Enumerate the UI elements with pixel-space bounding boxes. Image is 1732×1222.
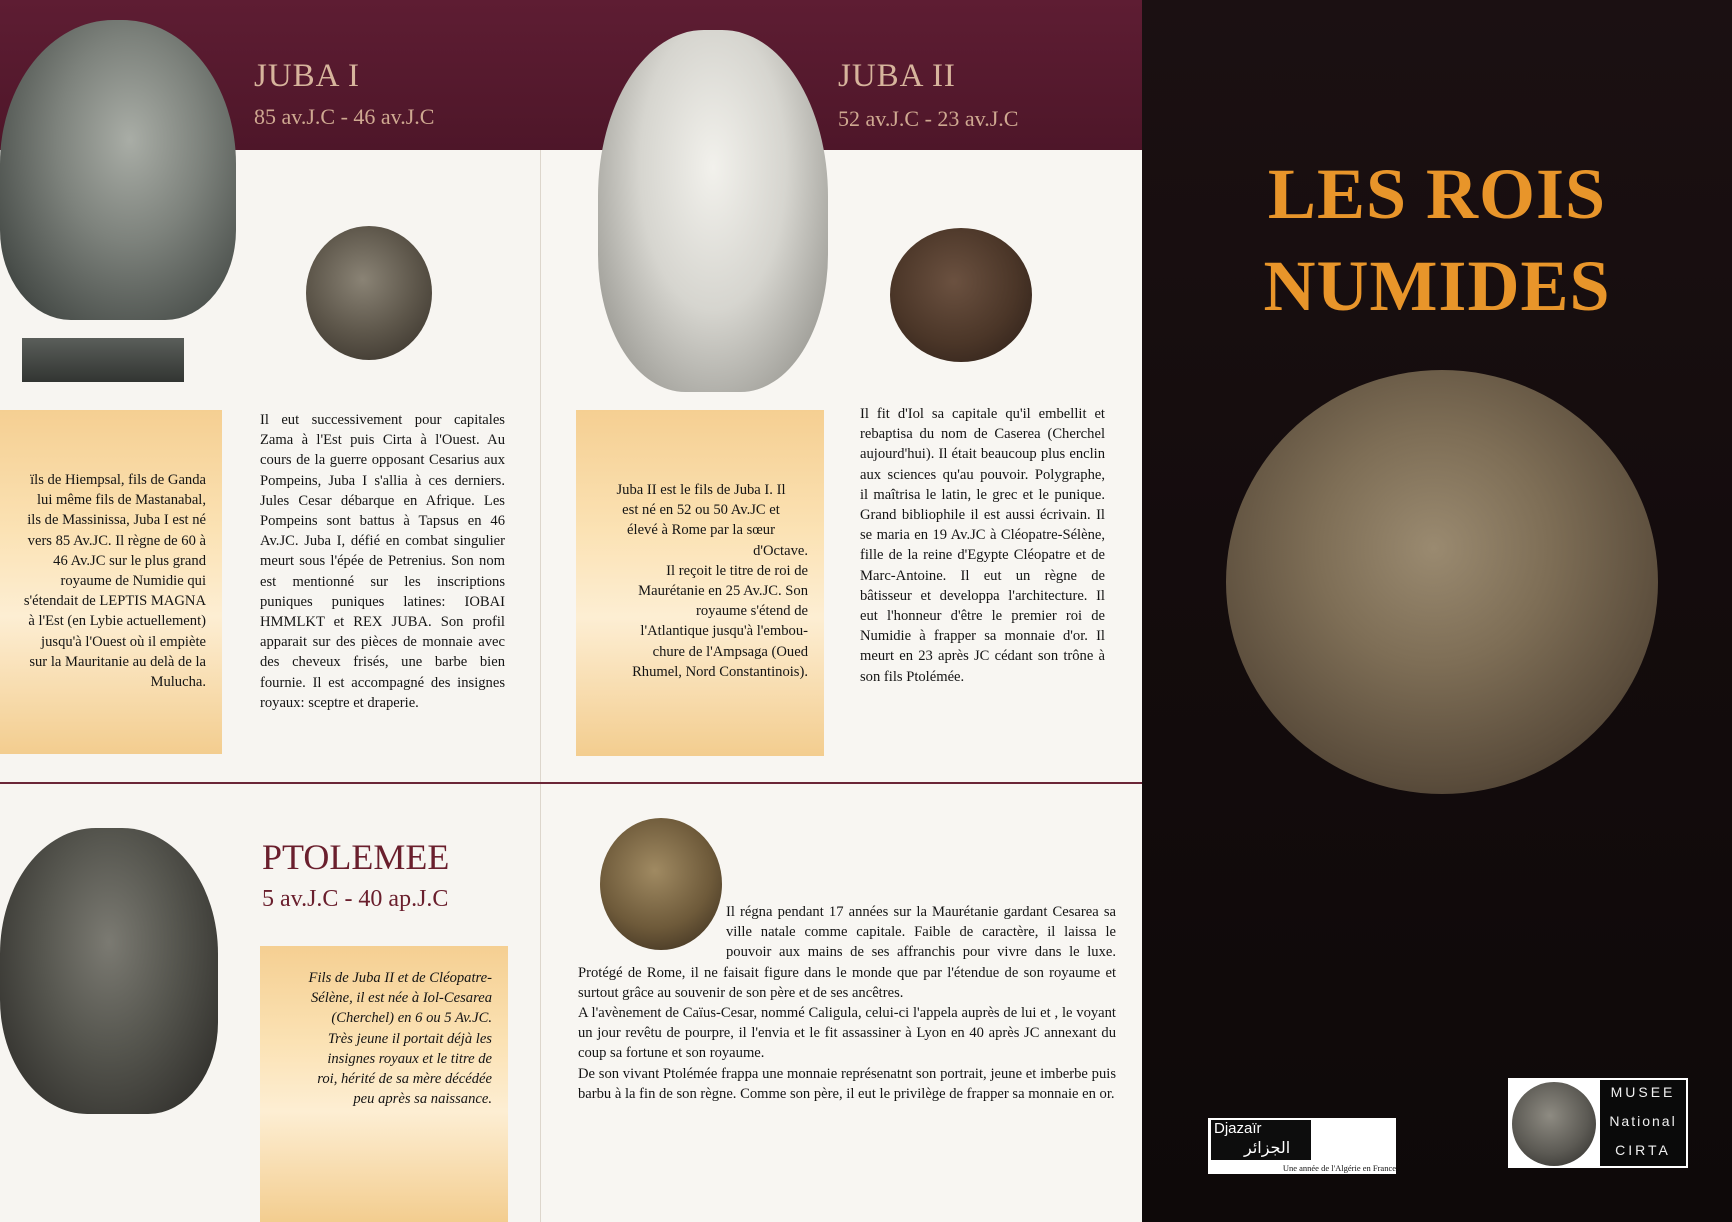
ptolemee-summary-line: Sélène, il est née à Iol-Cesarea [310,990,492,1007]
juba1-summary-line: vers 85 Av.JC. Il règne de 60 à [27,532,206,549]
juba2-summary-line: chure de l'Ampsaga (Oued [652,643,808,660]
juba1-summary-line: s'étendait de LEPTIS MAGNA [23,593,206,610]
juba1-summary-line: jusqu'à l'Ouest où il empiète [41,633,206,650]
djazair-logo-tagline: Une année de l'Algérie en France [1282,1163,1396,1173]
musee-coin-emblem [1512,1082,1596,1166]
juba1-summary-line: à l'Est (en Lybie actuellement) [28,613,206,630]
djazair-logo-latin: Djazaïr [1214,1120,1262,1137]
ptolemee-summary-box [260,946,508,1222]
juba1-bust-pedestal [22,338,184,382]
cover-title-line: LES ROIS [1267,154,1607,234]
juba1-summary-line: ils de Massinissa, Juba I est né [27,512,206,529]
fold-divider [0,782,1142,784]
ptolemee-summary-line: Très jeune il portait déjà les [327,1030,492,1047]
cover-title [1142,148,1732,332]
juba2-summary-line: royaume s'étend de [695,603,808,620]
juba2-name: JUBA II [838,58,956,94]
ptolemee-summary-line: roi, hérité de sa mère décédée [317,1071,492,1088]
juba2-summary-line: l'Atlantique jusqu'à l'embou- [640,623,808,640]
ptolemee-summary-line: peu après sa naissance. [353,1091,492,1108]
ptolemee-name: PTOLEMEE [262,837,450,877]
juba2-summary-line: est né en 52 ou 50 Av.JC et [622,502,780,519]
coin-text-wrap-spacer [578,902,726,950]
juba1-biography: Il eut successivement pour capitales Zama à l'Est puis Cirta à l'Ouest. Au cours de la guerre opposant Cesarius aux Pompeins, Juba I s'allia à ces derniers. Jules Cesar débarque en Afrique. Les Pompeins sont battus à Tapsus en 46 Av.JC. Juba I, défié en combat singulier meurt sous l'épée de Petrenius. Son nom est mentionné sur les inscriptions puniques puniques latines: IOBAI HMMLKT et REX JUBA. Son profil apparait sur des pièces de monnaie avec des cheveux frisés, une barbe bien fournie. Il est accompagné des insignes royaux: sceptre et draperie. [260,412,505,711]
ptolemee-biography [578,902,1116,1104]
juba2-summary-line: Il reçoit le titre de roi de [666,562,808,579]
juba1-summary-line: 46 Av.JC sur le plus grand [53,552,206,569]
juba1-summary-line: sur la Mauritanie au delà de la [29,653,206,670]
juba2-bust-image [598,30,828,392]
juba1-bust-image [0,20,236,320]
musee-logo-line: National [1609,1113,1677,1129]
juba1-name: JUBA I [254,58,360,94]
juba2-summary-line: Maurétanie en 25 Av.JC. Son [638,583,808,600]
juba2-summary-line: Juba II est le fils de Juba I. Il [616,482,786,498]
juba1-summary-line: Mulucha. [150,674,206,691]
ptolemee-biography-paragraph: A l'avènement de Caïus-Cesar, nommé Caligula, celui-ci l'appela auprès de lui et , le voyant un jour revêtu de pourpre, il l'envia et le fit assassiner à Lyon en 40 après JC annexant du coup sa fortune et son royaume. [578,1005,1116,1062]
juba1-summary-line: royaume de Numidie qui [60,573,206,590]
juba1-summary-line: ïls de Hiempsal, fils de Ganda [30,472,206,488]
juba2-summary-line: d'Octave. [753,542,808,559]
ptolemee-bust-image [0,828,218,1114]
cover-title-line: NUMIDES [1263,246,1611,326]
juba2-coin-image [890,228,1032,362]
juba2-biography: Il fit d'Iol sa capitale qu'il embellit et rebaptisa du nom de Caserea (Cherchel aujourd'hui). Il était beaucoup plus enclin aux sciences qu'au pouvoir. Polygraphe, il maîtrisa le latin, le grec et le punique. Grand bibliophile il est aussi écrivain. Il se maria en 19 Av.JC à Cléopatre-Sélène, fille de la reine d'Egypte Cléopatre et de Marc-Antoine. Il eut un règne de bâtisseur et developpa l'architecture. Il eut l'honneur d'être le premier roi de Numidie à frapper sa monnaie d'or. Il meurt en 23 après JC cédant son trône à son fils Ptolémée. [860,406,1105,685]
juba2-summary-box [576,410,824,756]
musee-logo-line: MUSEE [1610,1084,1676,1100]
ptolemee-dates: 5 av.J.C - 40 ap.J.C [262,886,449,912]
ptolemee-biography-paragraph: Il régna pendant 17 années sur la Maurétanie gardant Cesarea sa ville natale comme capitale. Faible de caractère, il laissa le pouvoir aux mains de ses affranchis pour vivre dans le luxe. Protégé de Rome, il ne faisait figure dans le monde que par l'étendue de son royaume et surtout grâce au souvenir de son père et de ses ancêtres. [578,904,1116,1001]
ptolemee-summary-line: (Cherchel) en 6 ou 5 Av.JC. [331,1010,492,1027]
juba1-coin-image [306,226,432,360]
ptolemee-biography-paragraph: De son vivant Ptolémée frappa une monnaie représenatnt son portrait, jeune et imberbe puis barbu à la fin de son règne. Comme son père, il eut le privilège de frapper sa monnaie en or. [578,1065,1116,1102]
juba2-dates: 52 av.J.C - 23 av.J.C [838,106,1019,131]
ptolemee-summary-line: Fils de Juba II et de Cléopatre- [308,970,492,986]
cover-coin-image [1226,370,1658,794]
ptolemee-summary-line: insignes royaux et le titre de [327,1050,492,1067]
juba2-summary-line: élevé à Rome par la sœur [627,522,775,539]
juba1-summary-box [0,410,222,754]
musee-logo-line: CIRTA [1615,1142,1671,1158]
juba1-summary-line: lui même fils de Mastanabal, [37,492,206,509]
juba2-summary-line: Rhumel, Nord Constantinois). [632,663,808,680]
djazair-logo-arabic: الجزائر [1244,1138,1291,1157]
juba1-dates: 85 av.J.C - 46 av.J.C [254,104,435,129]
